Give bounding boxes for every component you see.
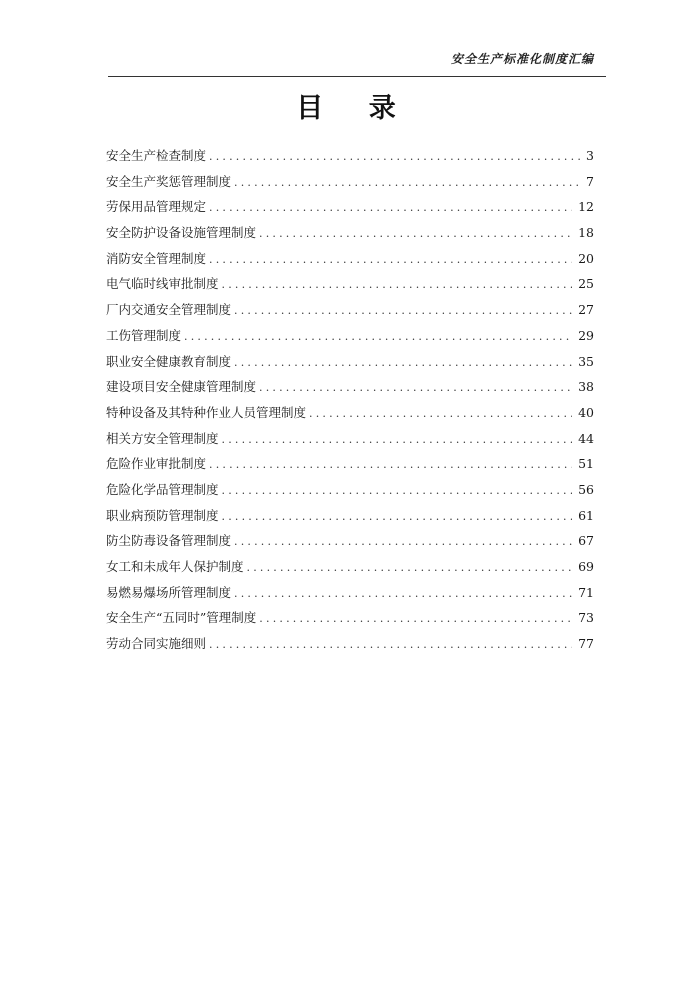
- toc-dot-leader: [259, 378, 572, 398]
- toc-dot-leader: [259, 609, 572, 629]
- toc-entry-page-number: 69: [578, 559, 594, 574]
- toc-entry[interactable]: [106, 223, 594, 249]
- toc-dot-leader: [259, 224, 572, 244]
- toc-entry[interactable]: [106, 352, 594, 378]
- toc-entry[interactable]: [106, 454, 594, 480]
- toc-dot-leader: [209, 198, 572, 218]
- toc-entry-page-number: 7: [586, 173, 594, 189]
- toc-entry[interactable]: [106, 531, 594, 557]
- toc-entry[interactable]: [106, 634, 594, 660]
- toc-entry-label: 防尘防毒设备管理制度: [106, 533, 232, 549]
- toc-entry[interactable]: [106, 403, 594, 429]
- toc-entry-page-number: 25: [578, 276, 594, 292]
- toc-entry-page-number: 73: [578, 610, 594, 626]
- toc-entry[interactable]: [106, 326, 594, 352]
- toc-entry-page-number: 71: [578, 584, 594, 600]
- toc-dot-leader: [209, 250, 572, 270]
- toc-dot-leader: [309, 404, 572, 424]
- toc-dot-leader: [234, 584, 572, 604]
- toc-entry-label: 职业病预防管理制度: [106, 507, 219, 523]
- toc-entry-page-number: 56: [578, 481, 594, 497]
- toc-entry-page-number: 44: [578, 430, 594, 446]
- toc-title: 目 录: [296, 93, 414, 124]
- toc-entry-label: 工伤管理制度: [106, 327, 182, 343]
- toc-dot-leader: [209, 635, 572, 655]
- toc-entry-page-number: 20: [578, 250, 594, 266]
- toc-entry[interactable]: [106, 583, 594, 609]
- toc-entry[interactable]: [106, 429, 594, 455]
- toc-entry[interactable]: [106, 300, 594, 326]
- toc-entry-page-number: 38: [578, 379, 594, 395]
- toc-entry-label: 安全生产检查制度: [106, 148, 207, 163]
- table-of-contents: [106, 146, 594, 660]
- toc-entry-page-number: 3: [586, 148, 594, 163]
- running-header: 安全生产标准化制度汇编: [450, 52, 594, 66]
- toc-dot-leader: [222, 275, 573, 295]
- toc-entry[interactable]: [106, 274, 594, 300]
- toc-entry-label: 安全生产奖惩管理制度: [106, 173, 232, 189]
- toc-entry-page-number: 61: [578, 507, 594, 523]
- toc-entry[interactable]: [106, 557, 594, 583]
- toc-entry-label: 相关方安全管理制度: [106, 430, 219, 446]
- toc-entry-label: 易燃易爆场所管理制度: [106, 584, 232, 600]
- toc-dot-leader: [234, 532, 572, 552]
- toc-dot-leader: [222, 481, 573, 501]
- toc-entry-label: 危险作业审批制度: [106, 456, 207, 472]
- header-rule: [108, 76, 606, 77]
- toc-entry[interactable]: [106, 377, 594, 403]
- toc-entry-page-number: 18: [578, 225, 594, 241]
- toc-dot-leader: [184, 327, 572, 347]
- toc-entry-label: 安全生产“五同时”管理制度: [106, 610, 257, 626]
- toc-entry-page-number: 67: [578, 533, 594, 549]
- toc-entry-label: 特种设备及其特种作业人员管理制度: [106, 404, 307, 420]
- toc-dot-leader: [209, 455, 572, 475]
- toc-entry-label: 劳动合同实施细则: [106, 636, 207, 652]
- toc-entry-page-number: 77: [578, 636, 594, 652]
- toc-entry-page-number: 12: [578, 199, 594, 215]
- toc-entry[interactable]: [106, 197, 594, 223]
- toc-entry-label: 劳保用品管理规定: [106, 199, 207, 215]
- toc-entry-label: 职业安全健康教育制度: [106, 353, 232, 369]
- toc-entry-page-number: 29: [578, 327, 594, 343]
- toc-dot-leader: [222, 507, 573, 527]
- toc-dot-leader: [234, 301, 572, 321]
- toc-entry-label: 消防安全管理制度: [106, 250, 207, 266]
- toc-entry-page-number: 35: [578, 353, 594, 369]
- toc-dot-leader: [222, 430, 573, 450]
- toc-dot-leader: [234, 353, 572, 373]
- toc-entry-label: 女工和未成年人保护制度: [106, 559, 244, 574]
- toc-entry-page-number: 40: [578, 404, 594, 420]
- toc-entry[interactable]: [106, 146, 594, 172]
- toc-entry-label: 危险化学品管理制度: [106, 481, 219, 497]
- toc-entry[interactable]: [106, 506, 594, 532]
- toc-entry-label: 安全防护设备设施管理制度: [106, 225, 257, 241]
- toc-dot-leader: [234, 173, 580, 193]
- toc-dot-leader: [209, 147, 580, 167]
- toc-entry[interactable]: [106, 172, 594, 198]
- toc-entry-label: 建设项目安全健康管理制度: [106, 379, 257, 395]
- toc-entry-label: 厂内交通安全管理制度: [106, 302, 232, 318]
- toc-entry-page-number: 27: [578, 302, 594, 318]
- toc-entry-page-number: 51: [578, 456, 594, 472]
- toc-entry[interactable]: [106, 608, 594, 634]
- toc-entry[interactable]: [106, 480, 594, 506]
- toc-entry[interactable]: [106, 249, 594, 275]
- toc-dot-leader: [247, 558, 573, 578]
- toc-entry-label: 电气临时线审批制度: [106, 276, 219, 292]
